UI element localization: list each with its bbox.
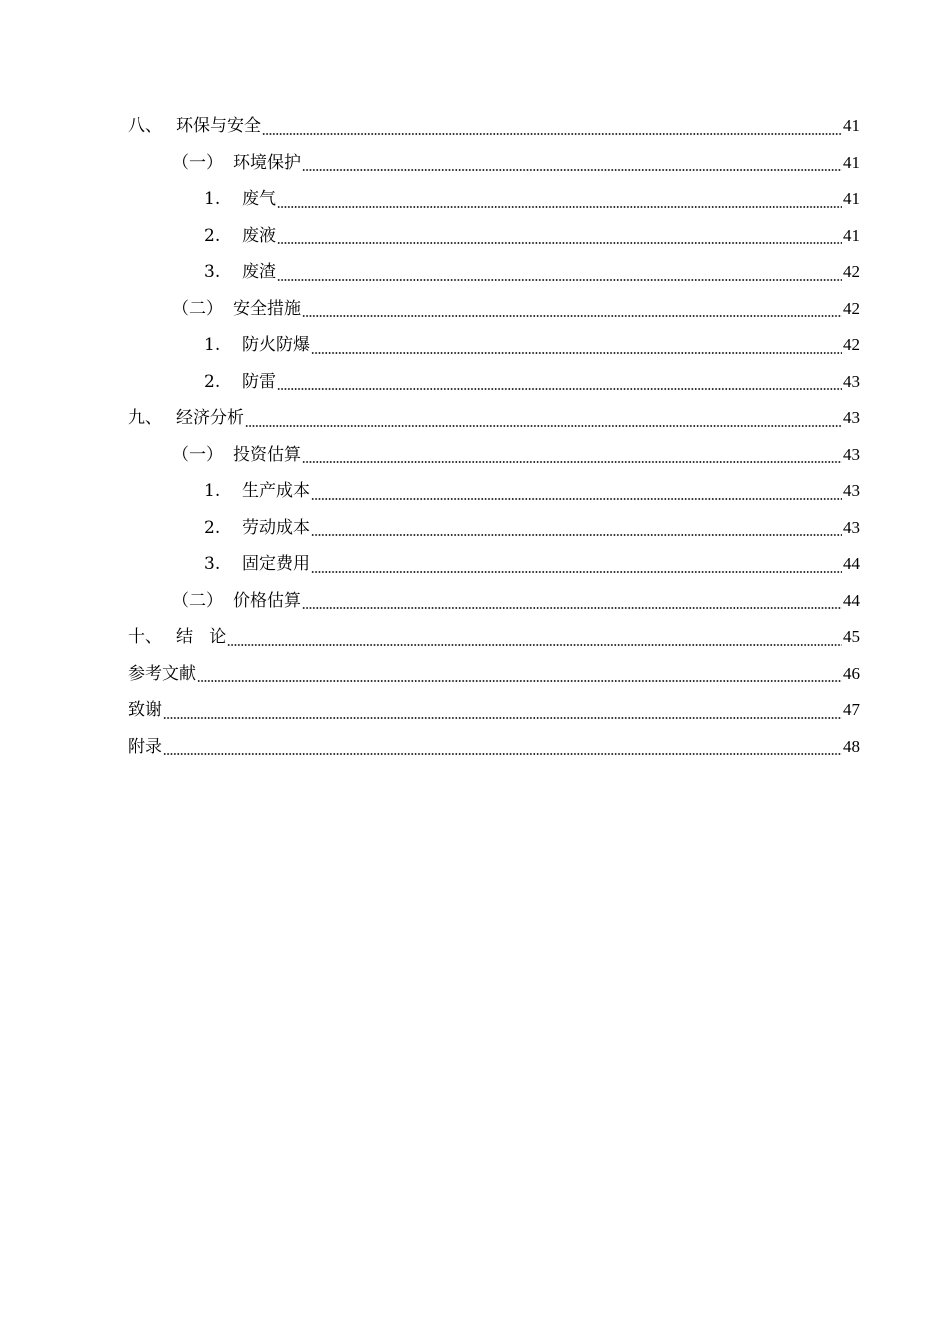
toc-entry-title: 经济分析 — [176, 408, 244, 429]
toc-entry — [128, 510, 860, 547]
toc-entry-title: 防雷 — [242, 371, 276, 392]
toc-entry-number: 3. — [204, 262, 221, 283]
toc-entry — [128, 145, 860, 182]
toc-entry — [128, 692, 860, 729]
toc-entry-page-number: 44 — [843, 590, 860, 610]
toc-entry — [128, 546, 860, 583]
toc-entry-number: 八、 — [128, 116, 162, 137]
toc-entry-title: 固定费用 — [242, 554, 310, 575]
toc-entry-title: 废气 — [242, 189, 276, 210]
toc-entry-number: 2. — [204, 225, 221, 246]
dot-leader — [277, 206, 842, 208]
toc-entry-number: 1. — [204, 481, 221, 502]
toc-entry-title: 环保与安全 — [176, 116, 261, 137]
dot-leader — [302, 607, 842, 609]
toc-entry-page-number: 43 — [843, 371, 860, 391]
toc-entry-page-number: 45 — [843, 627, 860, 647]
toc-entry — [128, 291, 860, 328]
toc-entry-number: 1. — [204, 189, 221, 210]
table-of-contents — [128, 108, 860, 765]
toc-entry-number: （一） — [172, 152, 223, 173]
dot-leader — [311, 498, 842, 500]
dot-leader — [302, 461, 842, 463]
dot-leader — [277, 388, 842, 390]
toc-entry-page-number: 44 — [843, 554, 860, 574]
toc-entry — [128, 254, 860, 291]
toc-entry — [128, 656, 860, 693]
toc-entry-title: 致谢 — [128, 700, 162, 721]
toc-entry — [128, 437, 860, 474]
toc-entry-title: 废液 — [242, 225, 276, 246]
toc-entry-page-number: 48 — [843, 736, 860, 756]
toc-entry-number: 1. — [204, 335, 221, 356]
toc-entry-number: （二） — [172, 590, 223, 611]
toc-entry-number: 3. — [204, 554, 221, 575]
toc-entry-title: 防火防爆 — [242, 335, 310, 356]
toc-entry-page-number: 42 — [843, 298, 860, 318]
dot-leader — [302, 169, 842, 171]
dot-leader — [277, 279, 842, 281]
toc-entry — [128, 583, 860, 620]
dot-leader — [277, 242, 842, 244]
toc-entry-page-number: 43 — [843, 444, 860, 464]
toc-entry-title: 投资估算 — [233, 444, 301, 465]
dot-leader — [163, 717, 842, 719]
toc-entry — [128, 400, 860, 437]
toc-entry-number: （一） — [172, 444, 223, 465]
dot-leader — [197, 680, 842, 682]
toc-entry-title: 废渣 — [242, 262, 276, 283]
dot-leader — [311, 352, 842, 354]
toc-entry — [128, 729, 860, 766]
toc-entry-title: 环境保护 — [233, 152, 301, 173]
toc-entry — [128, 364, 860, 401]
toc-entry-number: 2. — [204, 517, 221, 538]
dot-leader — [245, 425, 842, 427]
toc-entry-page-number: 47 — [843, 700, 860, 720]
toc-entry-number: 九、 — [128, 408, 162, 429]
toc-entry-title: 劳动成本 — [242, 517, 310, 538]
dot-leader — [163, 753, 842, 755]
toc-entry-title: 安全措施 — [233, 298, 301, 319]
toc-entry-title: 结 论 — [176, 627, 227, 648]
dot-leader — [302, 315, 842, 317]
toc-entry-number: （二） — [172, 298, 223, 319]
toc-entry-page-number: 43 — [843, 517, 860, 537]
toc-entry-page-number: 41 — [843, 116, 860, 136]
toc-entry — [128, 473, 860, 510]
dot-leader — [311, 571, 842, 573]
toc-entry-page-number: 46 — [843, 663, 860, 683]
toc-entry-number: 2. — [204, 371, 221, 392]
toc-entry-page-number: 42 — [843, 262, 860, 282]
toc-entry-page-number: 43 — [843, 481, 860, 501]
dot-leader — [311, 534, 842, 536]
dot-leader — [227, 644, 842, 646]
toc-entry — [128, 108, 860, 145]
toc-entry — [128, 181, 860, 218]
toc-entry — [128, 619, 860, 656]
toc-entry-page-number: 42 — [843, 335, 860, 355]
toc-entry-title: 参考文献 — [128, 663, 196, 684]
toc-entry-number: 十、 — [128, 627, 162, 648]
toc-entry-title: 生产成本 — [242, 481, 310, 502]
toc-entry — [128, 327, 860, 364]
dot-leader — [262, 133, 842, 135]
toc-entry-title: 附录 — [128, 736, 162, 757]
toc-entry-page-number: 43 — [843, 408, 860, 428]
toc-entry — [128, 218, 860, 255]
toc-entry-page-number: 41 — [843, 225, 860, 245]
toc-entry-page-number: 41 — [843, 189, 860, 209]
toc-entry-title: 价格估算 — [233, 590, 301, 611]
toc-entry-page-number: 41 — [843, 152, 860, 172]
